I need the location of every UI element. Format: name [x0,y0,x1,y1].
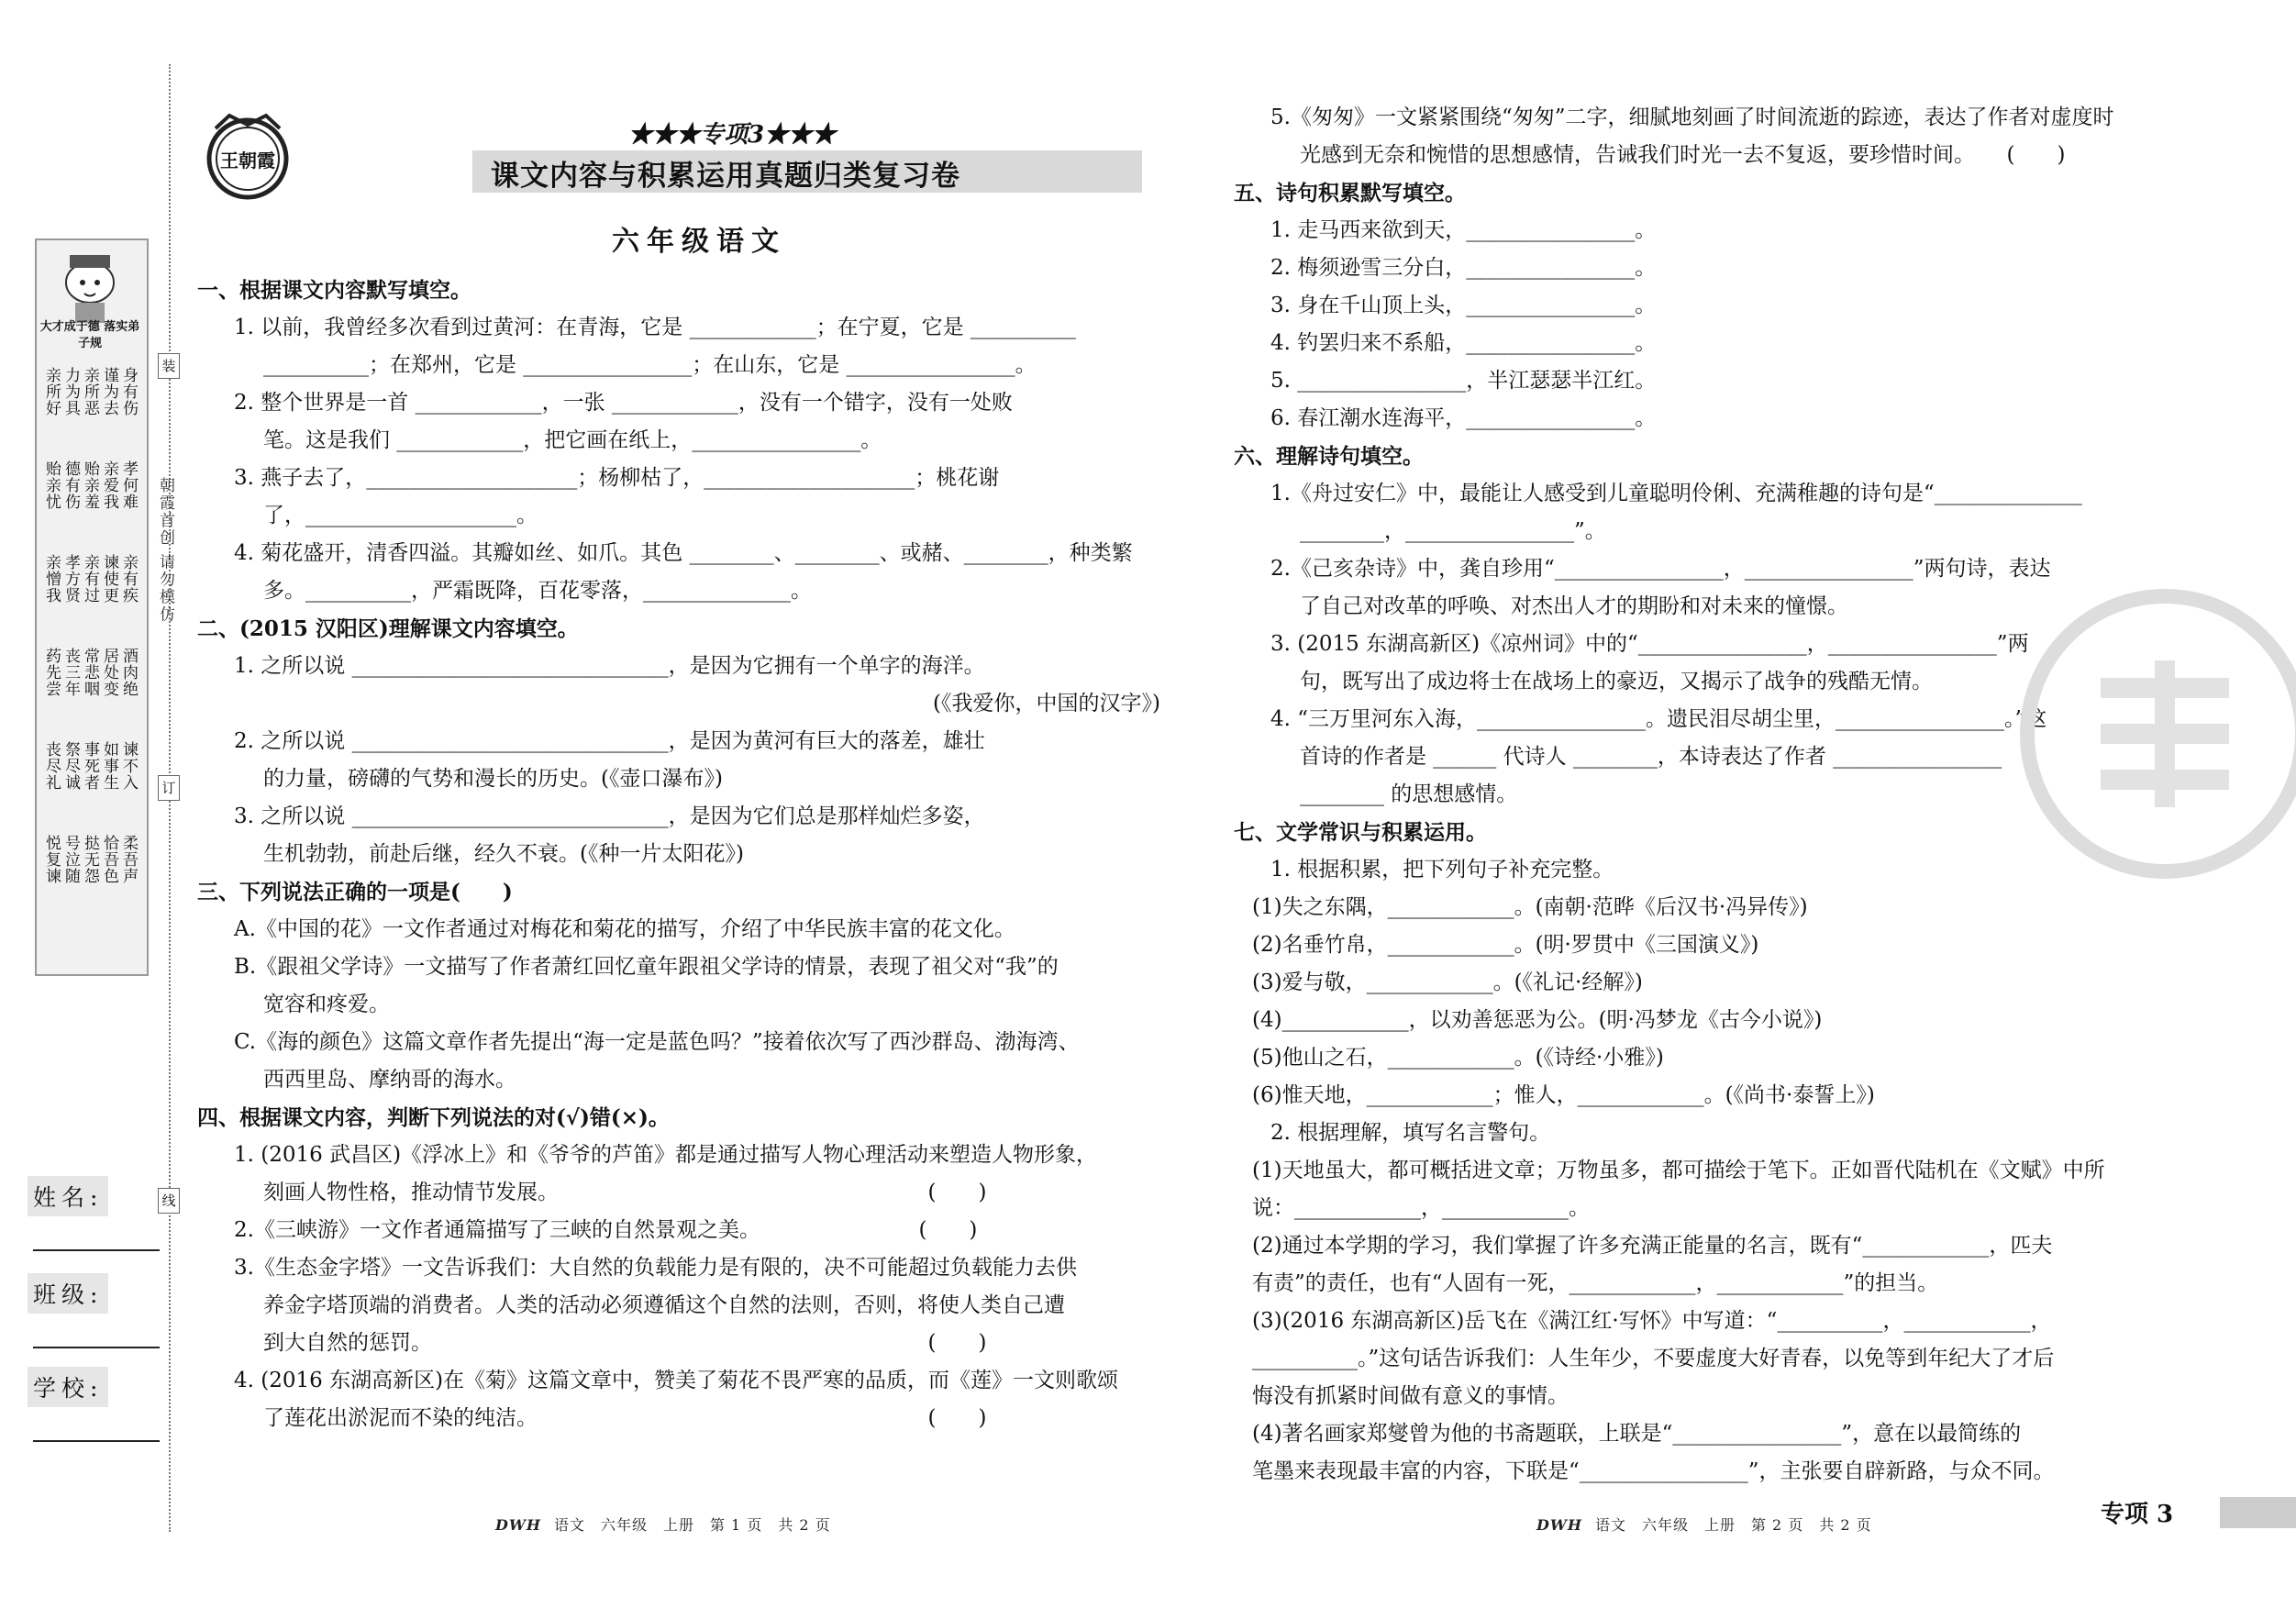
question-line: (4)著名画家郑燮曾为他的书斋题联，上联是“________________”，意在以最简练的 [1252,1422,2022,1446]
question-line: 刻画人物性格，推动情节发展。 ( ) [263,1181,987,1204]
question-line: 养金字塔顶端的消费者。人类的活动必须遵循这个自然的法则，否则，将使人类自己遭 [263,1293,1065,1317]
footer-right-code: DWH [1536,1516,1582,1534]
section-heading: 一、根据课文内容默写填空。 [197,278,471,303]
section-heading: 二、(2015 汉阳区)理解课文内容填空。 [197,616,579,641]
question-line: 3. 燕子去了，____________________；杨柳枯了，____________________；桃花谢 [234,466,1000,490]
page-header [197,108,1160,258]
question-line: 悔没有抓紧时间做有意义的事情。 [1252,1384,1569,1408]
poem-column: 亲所恶 [81,367,99,416]
poem-column: 祭尽诚 [61,741,80,791]
school-label: 学校: [28,1367,108,1407]
question-line: 1. (2016 武昌区)《浮冰上》和《爷爷的芦笛》都是通过描写人物心理活动来塑造人物形象， [234,1143,1098,1167]
footer-left-code: DWH [495,1516,541,1534]
footer-left-text: 语文 六年级 上册 第 1 页 共 2 页 [553,1516,831,1534]
question-line: 了，____________________。 [263,504,538,527]
poem-column: 丧尽礼 [42,741,61,791]
poem-column: 常悲咽 [81,648,99,697]
school-field[interactable] [28,1367,108,1407]
question-line: 1. 根据积累，把下列句子补充完整。 [1270,858,1614,882]
question-line: 句，既写出了成边将士在战场上的豪迈，又揭示了战争的残酷无情。 [1300,670,1933,693]
question-line: 1. 以前，我曾经多次看到过黄河：在青海，它是 ____________；在宁夏，它是 __________ [234,316,1076,339]
question-line: 有责”的责任，也有“人固有一死，____________，____________”的担当。 [1252,1271,1939,1295]
seal-watermark-icon [2018,587,2296,881]
question-line: ________ 的思想感情。 [1300,782,1518,806]
poem-column: 恰吾色 [100,835,118,884]
poem-column: 谨为去 [100,367,118,416]
question-line: (2)名垂竹帛，____________。(明·罗贯中《三国演义》) [1252,933,1759,957]
poem-column: 谏不入 [119,741,138,791]
cut-mark-2: 订 [158,775,180,801]
question-line: 到大自然的惩罚。 ( ) [263,1331,987,1355]
section-heading: 五、诗句积累默写填空。 [1234,181,1466,205]
question-line: 3. 之所以说 ______________________________，是因为它们总是那样灿烂多姿， [234,804,985,828]
question-line: 2. 根据理解，填写名言警句。 [1270,1121,1551,1145]
question-line: 的力量，磅礴的气势和漫长的历史。(《壶口瀑布》) [263,767,723,791]
section-heading: 七、文学常识与积累运用。 [1234,820,1487,845]
question-line: 生机勃勃，前赴后继，经久不衰。(《种一片太阳花》) [263,842,744,866]
question-line: 1. 走马西来欲到天，________________。 [1270,218,1657,242]
question-line: 笔。这是我们 ____________，把它画在纸上，________________。 [263,428,882,452]
poem-column: 身有伤 [119,367,138,416]
question-line: (1)失之东隅，____________。(南朝·范晔《后汉书·冯异传》) [1252,895,1808,919]
question-line: 5. ________________，半江瑟瑟半江红。 [1270,369,1657,393]
footer-left [495,1514,831,1535]
poem-column: 如事生 [100,741,118,791]
question-line: __________；在郑州，它是 ________________；在山东，它是 ________________。 [263,353,1037,377]
poem-column: 事死者 [81,741,99,791]
poem-column: 悦复谏 [42,835,61,884]
poem-column: 谏使更 [100,554,118,604]
question-line: 了自己对改革的呼唤、对杰出人才的期盼和对未来的憧憬。 [1300,594,1848,618]
sidebar-motto: 大才成于德 落实弟子规 [39,320,140,350]
question-line: __________。”这句话告诉我们：人生年少，不要虚度大好青春，以免等到年纪大了才后 [1252,1347,2055,1370]
question-line: 3. (2015 东湖高新区)《凉州词》中的“________________，________________”两 [1270,632,2029,656]
question-line: (4)____________，以劝善惩恶为公。(明·冯梦龙《古今小说》) [1252,1008,1823,1032]
name-line [33,1249,160,1251]
poem-column: 亲所好 [42,367,61,416]
poem-column: 力为具 [61,367,80,416]
poem-column: 药先尝 [42,648,61,697]
question-line: 说：____________，____________。 [1252,1196,1590,1220]
question-line: 4. (2016 东湖高新区)在《菊》这篇文章中，赞美了菊花不畏严寒的品质，而《莲》一文则歌颂 [234,1369,1119,1392]
question-line: 4. “三万里河东入海，________________。遗民泪尽胡尘里，________________。”这 [1270,707,2047,731]
question-line: (3)爱与敬，____________。(《礼记·经解》) [1252,970,1643,994]
question-line: (6)惟天地，____________；惟人，____________。(《尚书·泰誓上》) [1252,1083,1875,1107]
school-line [33,1440,160,1442]
class-line [33,1347,160,1348]
question-line: 4. 钓罢归来不系船，________________。 [1270,331,1657,355]
left-margin-strip [0,0,183,1597]
question-line: 6. 春江潮水连海平，________________。 [1270,406,1657,430]
question-line: 宽容和疼爱。 [263,993,390,1016]
poem-column: 酒肉绝 [119,648,138,697]
section-heading: 三、下列说法正确的一项是( ) [197,880,513,904]
poem-column: 亲有疾 [119,554,138,604]
page-title: 课文内容与积累运用真题归类复习卷 [491,160,960,193]
name-field[interactable] [28,1176,108,1216]
poem-column: 挞无怨 [81,835,99,884]
footer-right [1536,1514,1872,1535]
section-heading: 六、理解诗句填空。 [1234,444,1424,469]
question-line: 2.《己亥杂诗》中，龚自珍用“________________，________________”两句诗，表达 [1270,557,2051,581]
sidebar-poem [42,367,139,928]
question-line: 笔墨来表现最丰富的内容，下联是“________________”，主张要自辟新路，与众不同。 [1252,1459,2055,1483]
question-line: 2. 梅须逊雪三分白，________________。 [1270,256,1657,280]
question-line: ________，________________”。 [1300,519,1606,543]
name-label: 姓名: [28,1176,108,1216]
footer-right-text: 语文 六年级 上册 第 2 页 共 2 页 [1594,1516,1872,1534]
question-line: 2. 整个世界是一首 ____________，一张 ____________，没有一个错字，没有一处败 [234,391,1013,415]
poem-column: 亲爱我 [100,460,118,510]
poem-column: 号泣随 [61,835,80,884]
class-label: 班级: [28,1273,108,1314]
cut-mark-1: 装 [158,353,180,379]
question-line: (《我爱你，中国的汉字》) [933,692,1160,715]
question-line: (5)他山之石，____________。(《诗经·小雅》) [1252,1046,1664,1070]
question-line: C.《海的颜色》这篇文章作者先提出“海一定是蓝色吗？”接着依次写了西沙群岛、渤海湾、 [234,1030,1080,1054]
question-line: 了莲花出淤泥而不染的纯洁。 ( ) [263,1406,987,1430]
question-line: 西西里岛、摩纳哥的海水。 [263,1068,516,1092]
poem-column: 贻亲忧 [42,460,61,510]
poem-column: 亲有过 [81,554,99,604]
question-line: B.《跟祖父学诗》一文描写了作者萧红回忆童年跟祖父学诗的情景，表现了祖父对“我”的 [234,955,1059,979]
question-line: 1.《舟过安仁》中，最能让人感受到儿童聪明伶俐、充满稚趣的诗句是“______________ [1270,482,2082,505]
poem-column: 孝方贤 [61,554,80,604]
question-line: A.《中国的花》一文作者通过对梅花和菊花的描写，介绍了中华民族丰富的花文化。 [234,917,1015,941]
poem-column: 贻亲羞 [81,460,99,510]
poem-column: 居处变 [100,648,118,697]
poem-column: 德有伤 [61,460,80,510]
poem-column: 丧三年 [61,648,80,697]
series-label: ★★★专项3★★★ [628,121,837,149]
question-line: 2.《三峡游》一文作者通篇描写了三峡的自然景观之美。 ( ) [234,1218,978,1242]
question-line: 5.《匆匆》一文紧紧围绕“匆匆”二字，细腻地刻画了时间流逝的踪迹，表达了作者对虚度时 [1270,105,2114,129]
logo-text: 王朝霞 [220,150,275,172]
question-line: 3.《生态金字塔》一文告诉我们：大自然的负载能力是有限的，决不可能超过负载能力去供 [234,1256,1077,1280]
question-line: 2. 之所以说 ______________________________，是因为黄河有巨大的落差，雄壮 [234,729,985,753]
question-line: 3. 身在千山顶上头，________________。 [1270,294,1657,317]
page-subtitle: 六年级语文 [612,226,786,258]
question-line: 首诗的作者是 ______ 代诗人 ________，本诗表达了作者 ________________ [1300,745,2002,769]
brand-logo-icon [197,108,307,200]
question-line: 4. 菊花盛开，清香四溢。其瓣如丝、如爪。其色 ________、________、或赭、________，种类繁 [234,541,1133,565]
poem-column: 亲憎我 [42,554,61,604]
section-tag: 专项 3 [2101,1501,2174,1528]
left-column [197,272,1160,1437]
question-line: (2)通过本学期的学习，我们掌握了许多充满正能量的名言，既有“____________，匹夫 [1252,1234,2053,1258]
margin-note: 朝霞首创 请勿模仿 [156,477,174,624]
poem-column: 孝何难 [119,460,138,510]
section-heading: 四、根据课文内容，判断下列说法的对(√)错(×)。 [197,1105,670,1130]
scholar-cartoon-icon [48,246,132,327]
question-line: 多。__________，严霜既降，百花零落，______________。 [263,579,812,603]
class-field[interactable] [28,1273,108,1314]
tag-bar [2220,1497,2296,1528]
question-line: 光感到无奈和惋惜的思想感情，告诫我们时光一去不复返，要珍惜时间。 ( ) [1300,143,2066,167]
question-line: (1)天地虽大，都可概括进文章；万物虽多，都可描绘于笔下。正如晋代陆机在《文赋》中所 [1252,1159,2105,1182]
question-line: 1. 之所以说 ______________________________，是因为它拥有一个单字的海洋。 [234,654,985,678]
question-line: (3)(2016 东湖高新区)岳飞在《满江红·写怀》中写道：“__________，____________， [1252,1309,2052,1333]
cut-mark-3: 线 [158,1188,180,1214]
poem-column: 柔吾声 [119,835,138,884]
